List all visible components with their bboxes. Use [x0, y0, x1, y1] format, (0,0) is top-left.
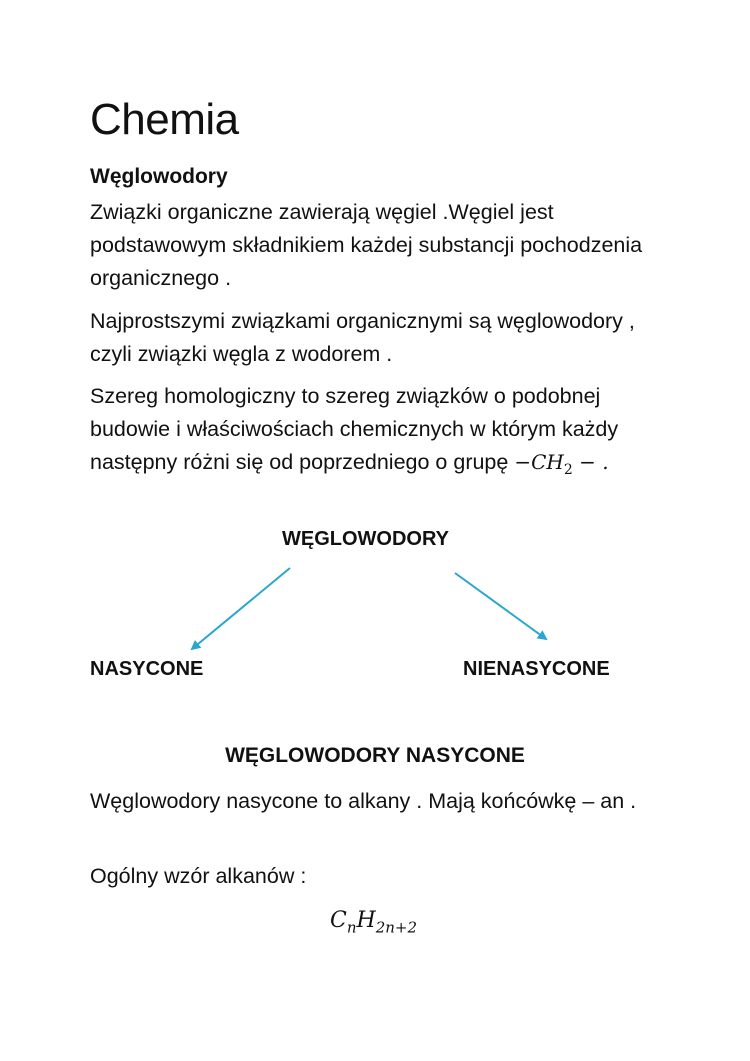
ch2-group-formula	[514, 450, 609, 478]
paragraph-intro: Związki organiczne zawierają węgiel .Węgiel jest podstawowym składnikiem każdej substancji pochodzenia organicznego .	[90, 200, 643, 290]
formula-hydrogen: H	[356, 908, 376, 933]
paragraph-general-formula-label: Ogólny wzór alkanów :	[90, 864, 307, 888]
paragraph-homologous-series	[90, 380, 670, 487]
diagram-saturated-label: NASYCONE	[90, 658, 204, 680]
alkane-general-formula	[330, 904, 417, 944]
diagram-unsaturated-label: NIENASYCONE	[463, 658, 610, 680]
homologous-series-text: Szereg homologiczny to szereg związków o podobnej budowie i właściwościach chemicznych w którym każdy następny różni się od poprzedniego o grupę	[90, 384, 619, 474]
ch2-tail: − .	[572, 450, 609, 474]
formula-hydrogen-subscript: 2n+2	[375, 918, 418, 937]
ch2-main: −CH	[514, 450, 564, 474]
diagram-root-label: WĘGLOWODORY	[282, 528, 450, 550]
arrow-to-unsaturated	[455, 573, 546, 639]
paragraph-simplest-compounds: Najprostszymi związkami organicznymi są węglowodory , czyli związki węgla z wodorem .	[90, 309, 635, 366]
formula-carbon-subscript: n	[346, 918, 357, 937]
ch2-subscript: 2	[563, 462, 573, 478]
section-heading: Węglowodory	[90, 165, 228, 188]
page-title: Chemia	[90, 95, 239, 144]
formula-carbon: C	[330, 908, 347, 933]
arrow-to-saturated	[192, 568, 290, 649]
paragraph-alkanes: Węglowodory nasycone to alkany . Mają końcówkę – an .	[90, 789, 637, 813]
saturated-hydrocarbons-heading: WĘGLOWODORY NASYCONE	[225, 744, 525, 767]
